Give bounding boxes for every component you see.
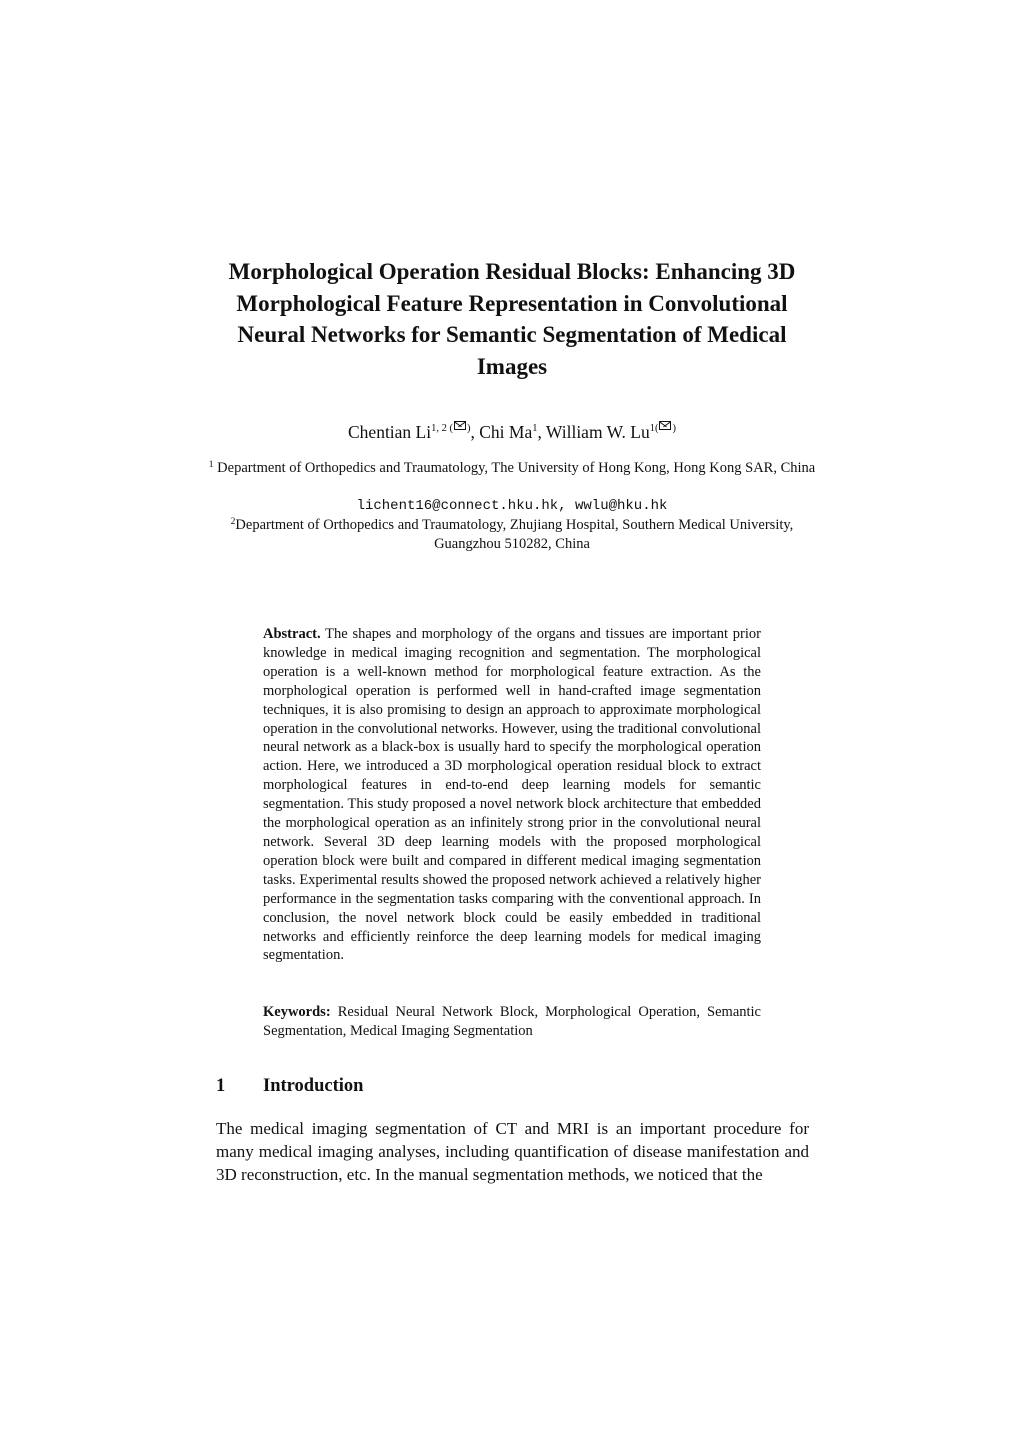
author-affil-mark: 1, 2 ( ) xyxy=(431,423,471,434)
paper-title: Morphological Operation Residual Blocks: Enhancing 3D Morphological Feature Representation in Convolutional Neural Networks for Semantic Segmentation of Medical Images xyxy=(228,259,796,379)
affiliation-mark: 1 xyxy=(208,460,214,470)
author-list xyxy=(200,421,824,443)
envelope-icon xyxy=(454,421,466,430)
abstract-label: Abstract. xyxy=(263,626,321,642)
section-number: 1 xyxy=(216,1076,226,1096)
affiliation-1 xyxy=(200,459,824,478)
keywords-text: Residual Neural Network Block, Morphological Operation, Semantic Segmentation, Medical Imaging Segmentation xyxy=(263,1004,761,1039)
keywords-label: Keywords: xyxy=(263,1004,331,1020)
affiliation-2 xyxy=(200,516,824,554)
author-name: Chentian Li xyxy=(348,422,432,442)
abstract xyxy=(263,625,761,965)
author-name: , William W. Lu xyxy=(537,422,650,442)
abstract-text: The shapes and morphology of the organs and tissues are important prior knowledge in medical imaging recognition and segmentation. The morphological operation is a well-known method for morphological feature extraction. As the morphological operation is performed well in hand-crafted image segmentation techniques, it is also promising to design an approach to approximate morphological operation in the convolutional networks. However, using the traditional convolutional neural network as a black-box is usually hard to specify the morphological operation action. Here, we introduced a 3D morphological operation residual block to extract morphological features in end-to-end deep learning models for semantic segmentation. This study proposed a novel network block architecture that embedded the morphological operation as an infinitely strong prior in the convolutional neural network. Several 3D deep learning models with the proposed morphological operation block were built and compared in different medical imaging segmentation tasks. Experimental results showed the proposed network achieved a relatively higher performance in the segmentation tasks comparing with the conventional approach. In conclusion, the novel network block could be easily embedded in traditional networks and efficiently reinforce the deep learning models for medical imaging segmentation. xyxy=(263,626,761,964)
author-affil-mark: 1 xyxy=(532,423,538,434)
affiliation-text: Department of Orthopedics and Traumatology, The University of Hong Kong, Hong Kong SAR, China xyxy=(213,460,816,476)
affiliation-mark: 2 xyxy=(230,517,236,527)
keywords xyxy=(263,1003,761,1041)
envelope-icon xyxy=(659,421,671,430)
author-name: , Chi Ma xyxy=(470,422,533,442)
intro-paragraph: The medical imaging segmentation of CT and MRI is an important procedure for many medical imaging analyses, including quantification of disease manifestation and 3D reconstruction, etc. In the manual segmentation methods, we noticed that the xyxy=(216,1119,809,1184)
section-title: Introduction xyxy=(263,1076,364,1096)
affiliation-city: Guangzhou 510282, China xyxy=(434,536,590,552)
author-affil-mark: 1( ) xyxy=(649,423,676,434)
affiliation-text: Department of Orthopedics and Traumatology, Zhujiang Hospital, Southern Medical University, xyxy=(235,517,794,533)
author-emails[interactable]: lichent16@connect.hku.hk, wwlu@hku.hk xyxy=(356,498,668,514)
